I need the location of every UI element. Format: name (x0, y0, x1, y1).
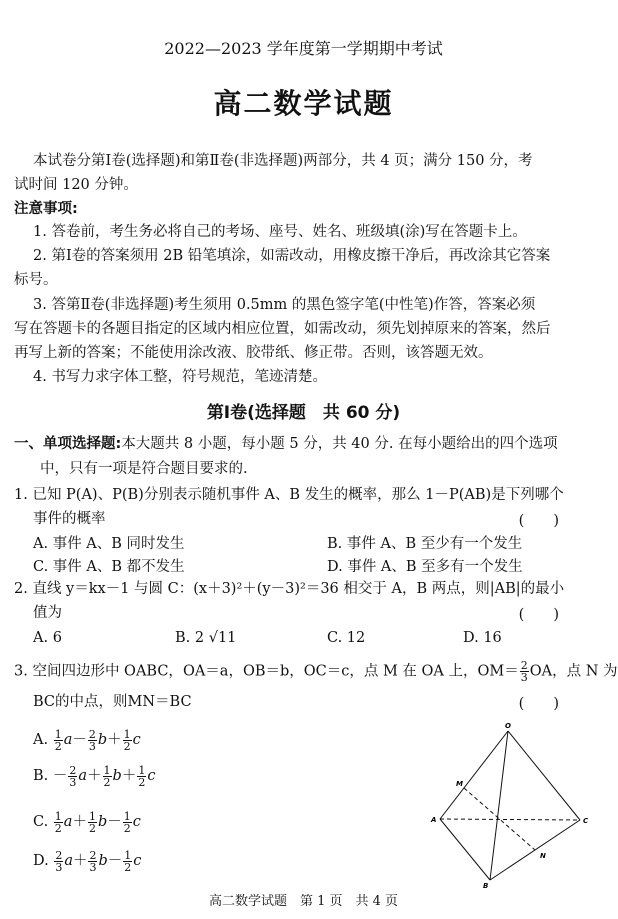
q1-stem-1: 1. 已知 P(A)、P(B)分别表示随机事件 A、B 发生的概率，那么 1－P(AB)是下列哪个 (14, 487, 564, 503)
fraction-num: 1 (88, 809, 96, 823)
operator: － (72, 732, 87, 748)
operator: ＋ (107, 732, 122, 748)
fraction (88, 850, 97, 873)
label-o: O (505, 722, 511, 730)
fraction-num: 1 (124, 848, 132, 862)
fraction (123, 729, 132, 752)
fraction (68, 765, 77, 788)
option-label: A. (33, 732, 49, 748)
notice-heading: 注意事项: (14, 201, 78, 217)
q1-option-c: C. 事件 A、B 都不发生 (33, 559, 185, 575)
option-label: B. (33, 768, 49, 784)
fraction (123, 811, 132, 834)
q1-option-b: B. 事件 A、B 至少有一个发生 (327, 536, 523, 552)
label-m: M (456, 780, 463, 788)
notice-item: 1. 答卷前，考生务必将自己的考场、座号、姓名、班级填(涂)写在答题卡上。 (33, 224, 527, 240)
section-title: 第Ⅰ卷(选择题 共 60 分) (206, 403, 401, 423)
q1-option-a: A. 事件 A、B 同时发生 (33, 536, 185, 552)
q1-stem-2: 事件的概率 (33, 511, 106, 527)
label-c: C (583, 817, 589, 825)
fraction-num: 2 (55, 848, 63, 862)
notice-item: 再写上新的答案；不能使用涂改液、胶带纸、修正带。否则，该答题无效。 (14, 345, 493, 361)
notice-item: 4. 书写力求字体工整，符号规范，笔迹清楚。 (33, 369, 327, 385)
fraction (54, 850, 63, 873)
fraction (88, 729, 97, 752)
fraction-den: 2 (123, 821, 131, 835)
fraction (103, 765, 112, 788)
operator: － (107, 853, 123, 869)
operator: － (52, 768, 68, 784)
fraction-num: 1 (123, 727, 131, 741)
vector-symbol: c (147, 768, 156, 784)
vector-symbol: c (132, 732, 141, 748)
option-label: C. (33, 814, 49, 830)
fraction (88, 811, 97, 834)
edge-oa (440, 731, 508, 819)
fraction-num: 2 (520, 659, 528, 672)
fraction-num: 1 (138, 763, 146, 777)
q3-option-b (33, 764, 155, 788)
q2-stem-1: 2. 直线 y＝kx－1 与圆 C：(x＋3)²＋(y－3)²＝36 相交于 A，B 两点，则|AB|的最小 (14, 581, 565, 597)
part1-line-2: 中，只有一项是符合题目要求的. (40, 461, 248, 477)
fraction-den: 2 (54, 821, 62, 835)
vector-symbol: b (112, 768, 122, 784)
page-footer: 高二数学试题 第 1 页 共 4 页 (208, 894, 399, 909)
operator: ＋ (72, 814, 87, 830)
fraction-den: 2 (138, 775, 146, 789)
page-title: 高二数学试题 (213, 87, 394, 120)
vector-symbol: a (63, 732, 73, 748)
q2-option-c: C. 12 (327, 630, 366, 646)
q3-stem-start: 3. 空间四边形中 OABC， (14, 663, 183, 680)
q2-option-b: B. 2 √11 (175, 630, 237, 646)
fraction (54, 811, 63, 834)
q3-option-a (33, 728, 141, 752)
q3-stem-2: BC的中点，则MN＝BC (33, 694, 192, 710)
label-a: A (431, 816, 437, 824)
fraction-den: 3 (69, 775, 77, 789)
part1-desc: 本大题共 8 小题，每小题 5 分，共 40 分. 在每小题给出的四个选项 (121, 436, 558, 452)
q1-answer-blank: ( ) (518, 513, 559, 529)
fraction-num: 1 (54, 809, 62, 823)
edge-ob (490, 731, 508, 880)
q2-option-a: A. 6 (33, 630, 62, 646)
fraction (123, 850, 132, 873)
fraction (54, 729, 63, 752)
intro-line-2: 试时间 120 分钟。 (14, 177, 138, 193)
fraction-den: 3 (520, 671, 528, 684)
fraction-num: 2 (89, 848, 97, 862)
vector-symbol: a (63, 814, 73, 830)
fraction (520, 660, 529, 683)
vector-symbol: c (133, 853, 142, 869)
operator: － (107, 814, 122, 830)
q2-option-d: D. 16 (463, 630, 502, 646)
fraction-den: 3 (88, 739, 96, 753)
vector-symbol: b (98, 853, 108, 869)
fraction-den: 2 (103, 775, 111, 789)
fraction-den: 3 (55, 860, 63, 874)
vector-symbol: a (64, 853, 73, 869)
fraction-num: 1 (54, 727, 62, 741)
fraction-num: 2 (69, 763, 77, 777)
notice-item: 写在答题卡的各题目指定的区域内相应位置，如需改动，须先划掉原来的答案，然后 (14, 321, 551, 337)
fraction-num: 1 (103, 763, 111, 777)
fraction-den: 2 (123, 739, 131, 753)
vector-symbol: a (78, 768, 88, 784)
tetrahedron-figure (425, 720, 595, 890)
vector-symbol: c (132, 814, 141, 830)
fraction-num: 2 (88, 727, 96, 741)
operator: ＋ (121, 768, 137, 784)
edge-ab (440, 819, 490, 880)
label-n: N (540, 852, 546, 860)
option-label: D. (33, 853, 49, 869)
operator: ＋ (72, 853, 88, 869)
edge-oc (508, 731, 580, 820)
fraction (137, 765, 146, 788)
notice-item: 3. 答第Ⅱ卷(非选择题)考生须用 0.5mm 的黑色签字笔(中性笔)作答，答案必须 (33, 297, 536, 313)
fraction-den: 2 (54, 739, 62, 753)
q1-option-d: D. 事件 A、B 至多有一个发生 (327, 559, 523, 575)
vector-symbol: b (97, 814, 108, 830)
part1-heading: 一、单项选择题: (14, 436, 122, 452)
q3-stem-vectors: OA＝a，OB＝b，OC＝c，点 M 在 OA 上，OM＝ (182, 663, 519, 680)
part1-line-1 (14, 434, 558, 454)
edge-ac-hidden (440, 819, 580, 820)
exam-term: 2022—2023 学年度第一学期期中考试 (164, 39, 443, 58)
intro-line-1: 本试卷分第Ⅰ卷(选择题)和第Ⅱ卷(非选择题)两部分，共 4 页；满分 150 分，考 (33, 153, 533, 169)
vector-symbol: b (97, 732, 108, 748)
label-b: B (483, 882, 489, 890)
q2-answer-blank: ( ) (518, 607, 559, 623)
q3-answer-blank: ( ) (518, 696, 559, 712)
fraction-den: 3 (89, 860, 97, 874)
q3-stem-end: OA，点 N 为 (529, 663, 618, 680)
notice-item: 标号。 (14, 272, 58, 288)
fraction-den: 2 (124, 860, 132, 874)
fraction-den: 2 (88, 821, 96, 835)
q3-option-c (33, 810, 141, 834)
operator: ＋ (87, 768, 102, 784)
fraction-num: 1 (123, 809, 131, 823)
notice-item: 2. 第Ⅰ卷的答案须用 2B 铅笔填涂，如需改动，用橡皮擦干净后，再改涂其它答案 (33, 248, 551, 264)
q3-stem-1 (14, 660, 618, 683)
q2-stem-2: 值为 (33, 605, 62, 621)
q3-option-d (33, 849, 141, 873)
